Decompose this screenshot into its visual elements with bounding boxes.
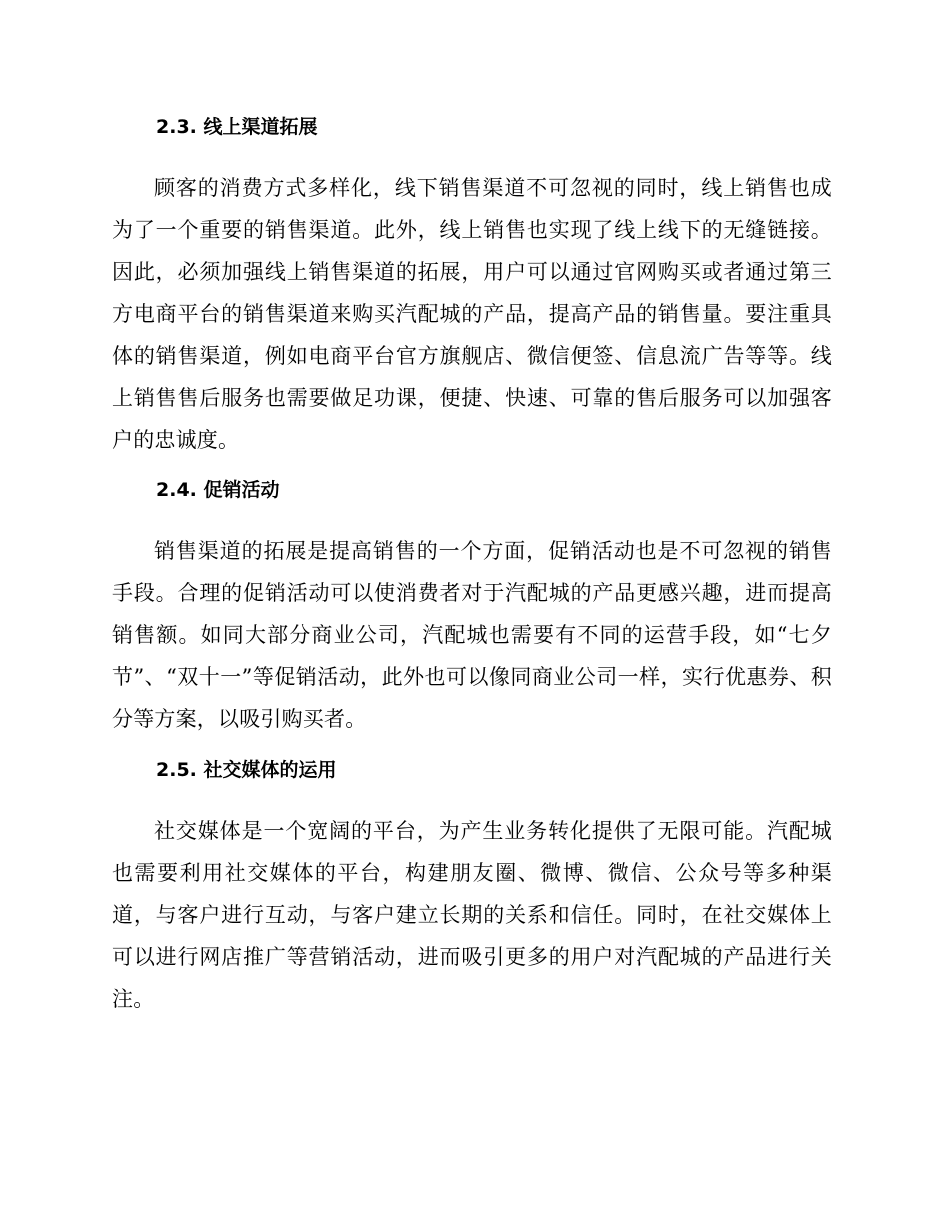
- spacer: [112, 782, 832, 810]
- section-social-media: [112, 758, 832, 1020]
- spacer: [112, 139, 832, 167]
- section-paragraph: 销售渠道的拓展是提高销售的一个方面，促销活动也是不可忽视的销售手段。合理的促销活动可以使消费者对于汽配城的产品更感兴趣，进而提高销售额。如同大部分商业公司，汽配城也需要有不同的运营手段，如“七夕节”、“双十一”等促销活动，此外也可以像同商业公司一样，实行优惠券、积分等方案，以吸引购买者。: [112, 539, 832, 731]
- section-heading: 2.4. 促销活动: [156, 479, 280, 501]
- section-promotions: [112, 478, 832, 740]
- spacer: [112, 502, 832, 530]
- section-heading: 2.3. 线上渠道拓展: [156, 116, 318, 138]
- section-paragraph: 社交媒体是一个宽阔的平台，为产生业务转化提供了无限可能。汽配城也需要利用社交媒体的平台，构建朋友圈、微博、微信、公众号等多种渠道，与客户进行互动，与客户建立长期的关系和信任。同时，在社交媒体上可以进行网店推广等营销活动，进而吸引更多的用户对汽配城的产品进行关注。: [112, 819, 832, 1011]
- section-heading: 2.5. 社交媒体的运用: [156, 759, 337, 781]
- section-paragraph: 顾客的消费方式多样化，线下销售渠道不可忽视的同时，线上销售也成为了一个重要的销售渠道。此外，线上销售也实现了线上线下的无缝链接。因此，必须加强线上销售渠道的拓展，用户可以通过官网购买或者通过第三方电商平台的销售渠道来购买汽配城的产品，提高产品的销售量。要注重具体的销售渠道，例如电商平台官方旗舰店、微信便签、信息流广告等等。线上销售售后服务也需要做足功课，便捷、快速、可靠的售后服务可以加强客户的忠诚度。: [112, 176, 832, 452]
- section-online-channels: [112, 115, 832, 461]
